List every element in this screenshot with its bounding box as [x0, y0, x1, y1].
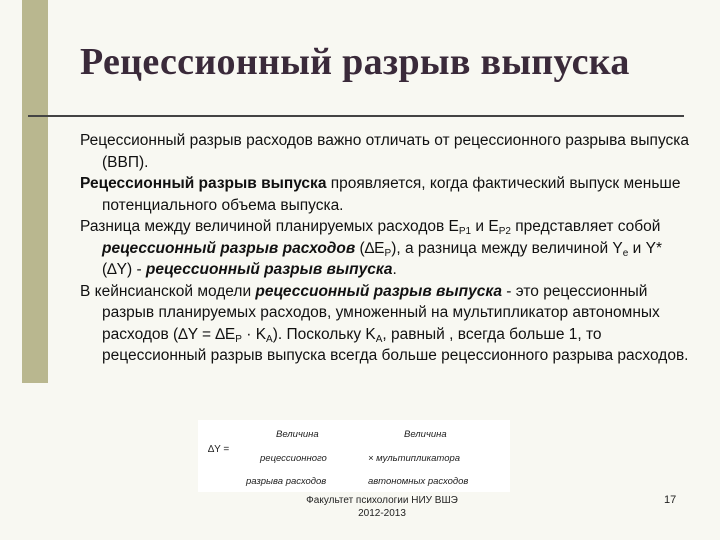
term-output-gap-3: рецессионный разрыв выпуска — [255, 282, 502, 300]
p3-sub-p1: P1 — [458, 226, 472, 237]
p3-sub-e: e — [622, 247, 629, 259]
term-expenditure-gap: рецессионный разрыв расходов — [102, 239, 356, 257]
paragraph-2 — [80, 173, 690, 216]
p4-text-e: , равный , всегда больше 1, то рецессионный разрыв выпуска всегда больше рецессионного разрыва расходов. — [102, 325, 689, 364]
p3-sub-p: P — [384, 247, 392, 259]
footer-year: 2012-2013 — [358, 508, 406, 519]
slide-footer — [282, 494, 482, 520]
p4-text-b: - это рецессионный разрыв планируемых расходов, умноженный на мультипликатор автономных расходов (∆Y = ∆E — [102, 282, 660, 343]
p4-sub-a2: A — [375, 333, 383, 345]
formula-top-right: Величина — [404, 429, 447, 440]
page-number: 17 — [664, 494, 677, 506]
formula-lhs: ∆Y = — [208, 444, 230, 455]
paragraph-2-text: проявляется, когда фактический выпуск меньше потенциального объема выпуска. — [102, 175, 681, 214]
footer-faculty: Факультет психологии НИУ ВШЭ — [306, 495, 458, 506]
formula-bottom-left: разрыва расходов — [246, 476, 327, 487]
term-output-gap-2: рецессионный разрыв выпуска — [145, 261, 393, 278]
p4-sub-a1: A — [266, 333, 273, 345]
paragraph-1: Рецессионный разрыв расходов важно отличать от рецессионного разрыва выпуска (ВВП). — [80, 132, 690, 171]
p3-text-b: и E — [471, 218, 499, 235]
paragraph-3 — [80, 216, 690, 281]
p4-text-a: В кейнсианской модели — [80, 282, 256, 300]
p3-text-c: представляет собой — [510, 218, 661, 235]
slide-title: Рецессионный разрыв выпуска — [80, 41, 630, 83]
p3-text-f: и Y* (∆Y) - — [102, 239, 662, 278]
formula-mid-left: рецессионного — [260, 453, 327, 464]
paragraph-4 — [80, 281, 690, 367]
p3-sub-p2: P2 — [498, 226, 511, 237]
term-output-gap: Рецессионный разрыв выпуска — [80, 175, 327, 192]
p4-text-d: ). Поскольку K — [272, 325, 376, 343]
p4-sub-p: P — [235, 333, 242, 345]
p3-text-g: . — [392, 261, 397, 278]
p4-text-c: · K — [241, 325, 267, 343]
formula-box — [198, 420, 510, 492]
slide-body — [80, 130, 690, 367]
p3-text-a: Разница между величиной планируемых расходов E — [80, 218, 459, 235]
p3-text-e: ), а разница между величиной Y — [391, 239, 623, 257]
formula-bottom-right: автономных расходов — [368, 476, 469, 487]
formula-top-left: Величина — [276, 429, 319, 440]
title-divider — [28, 115, 684, 117]
formula-mid-right: × мультипликатора — [368, 453, 461, 464]
p3-text-d: (∆E — [355, 239, 385, 257]
decorative-side-bar — [22, 0, 48, 383]
